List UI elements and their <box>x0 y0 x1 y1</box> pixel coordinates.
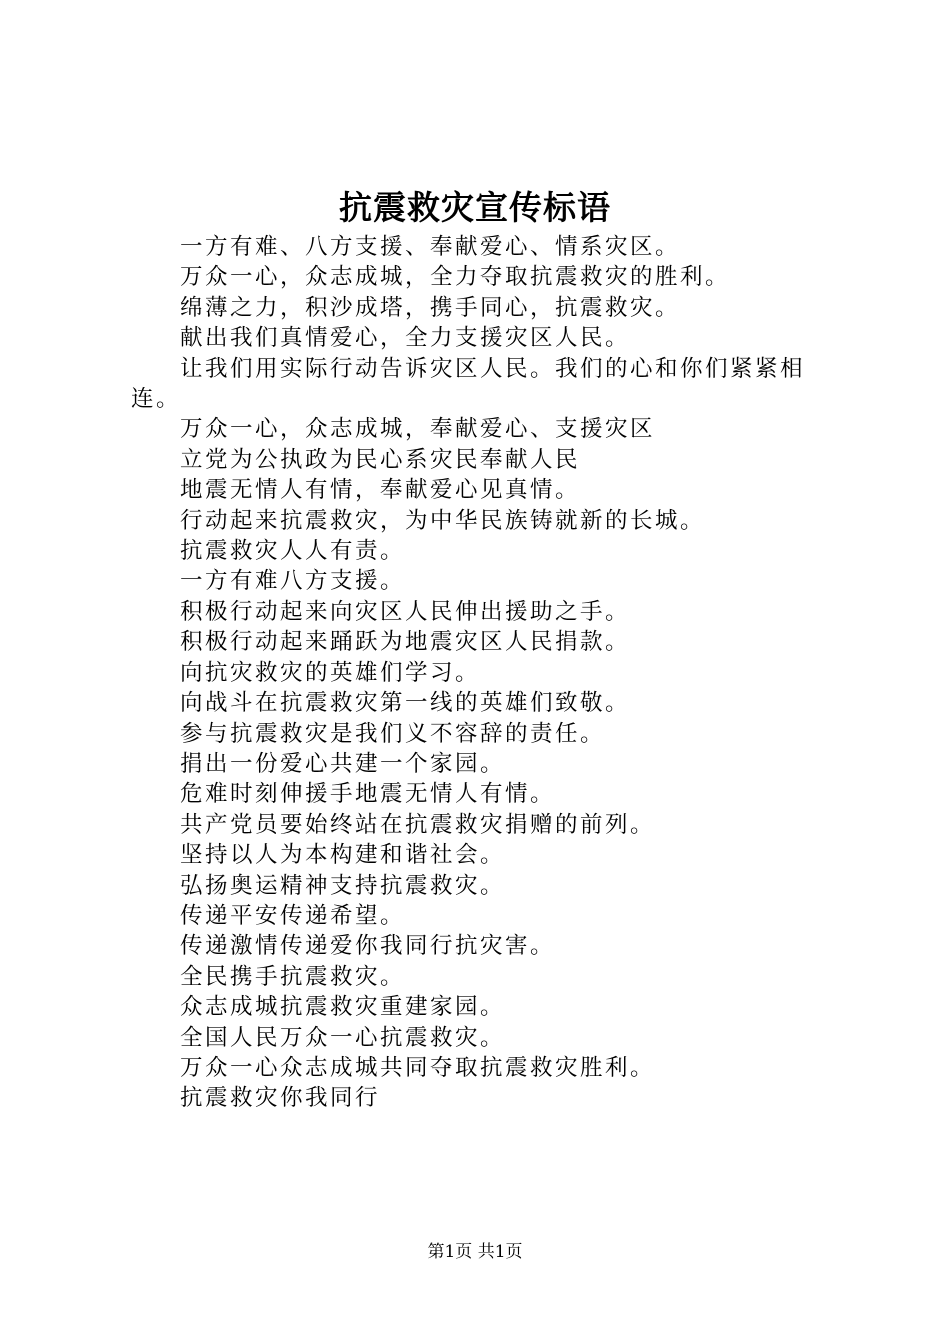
slogan-line: 危难时刻伸援手地震无情人有情。 <box>180 781 556 808</box>
slogan-line: 众志成城抗震救灾重建家园。 <box>180 994 506 1021</box>
slogan-line: 坚持以人为本构建和谐社会。 <box>180 842 506 869</box>
slogan-line: 参与抗震救灾是我们义不容辞的责任。 <box>180 720 606 747</box>
slogan-line: 地震无情人有情，奉献爱心见真情。 <box>180 477 581 504</box>
slogan-line-continuation: 连。 <box>131 386 182 413</box>
slogan-line: 一方有难八方支援。 <box>180 568 406 595</box>
slogan-line: 捐出一份爱心共建一个家园。 <box>180 750 506 777</box>
slogan-line: 弘扬奥运精神支持抗震救灾。 <box>180 872 506 899</box>
slogan-line: 抗震救灾人人有责。 <box>180 538 406 565</box>
page-number-footer: 第1页 共1页 <box>427 1242 523 1262</box>
slogan-line: 积极行动起来向灾区人民伸出援助之手。 <box>180 598 631 625</box>
slogan-line: 向战斗在抗震救灾第一线的英雄们致敬。 <box>180 690 631 717</box>
slogan-line: 万众一心，众志成城，奉献爱心、支援灾区 <box>180 416 656 443</box>
slogan-line: 立党为公执政为民心系灾民奉献人民 <box>180 446 581 473</box>
slogan-line: 全民携手抗震救灾。 <box>180 963 406 990</box>
slogan-line: 传递激情传递爱你我同行抗灾害。 <box>180 933 556 960</box>
slogan-line: 绵薄之力，积沙成塔，携手同心，抗震救灾。 <box>180 294 681 321</box>
slogan-line: 行动起来抗震救灾，为中华民族铸就新的长城。 <box>180 507 706 534</box>
slogan-line: 共产党员要始终站在抗震救灾捐赠的前列。 <box>180 811 656 838</box>
slogan-line: 献出我们真情爱心，全力支援灾区人民。 <box>180 325 631 352</box>
document-title: 抗震救灾宣传标语 <box>339 188 611 227</box>
slogan-line: 让我们用实际行动告诉灾区人民。我们的心和你们紧紧相 <box>180 355 806 382</box>
slogan-line: 万众一心，众志成城，全力夺取抗震救灾的胜利。 <box>180 264 731 291</box>
slogan-line: 积极行动起来踊跃为地震灾区人民捐款。 <box>180 629 631 656</box>
slogan-line: 向抗灾救灾的英雄们学习。 <box>180 659 481 686</box>
slogan-line: 一方有难、八方支援、奉献爱心、情系灾区。 <box>180 234 681 260</box>
slogan-list <box>131 232 831 1114</box>
slogan-line: 抗震救灾你我同行 <box>180 1085 381 1112</box>
slogan-line: 传递平安传递希望。 <box>180 902 406 929</box>
slogan-line: 万众一心众志成城共同夺取抗震救灾胜利。 <box>180 1054 656 1081</box>
slogan-line: 全国人民万众一心抗震救灾。 <box>180 1024 506 1051</box>
